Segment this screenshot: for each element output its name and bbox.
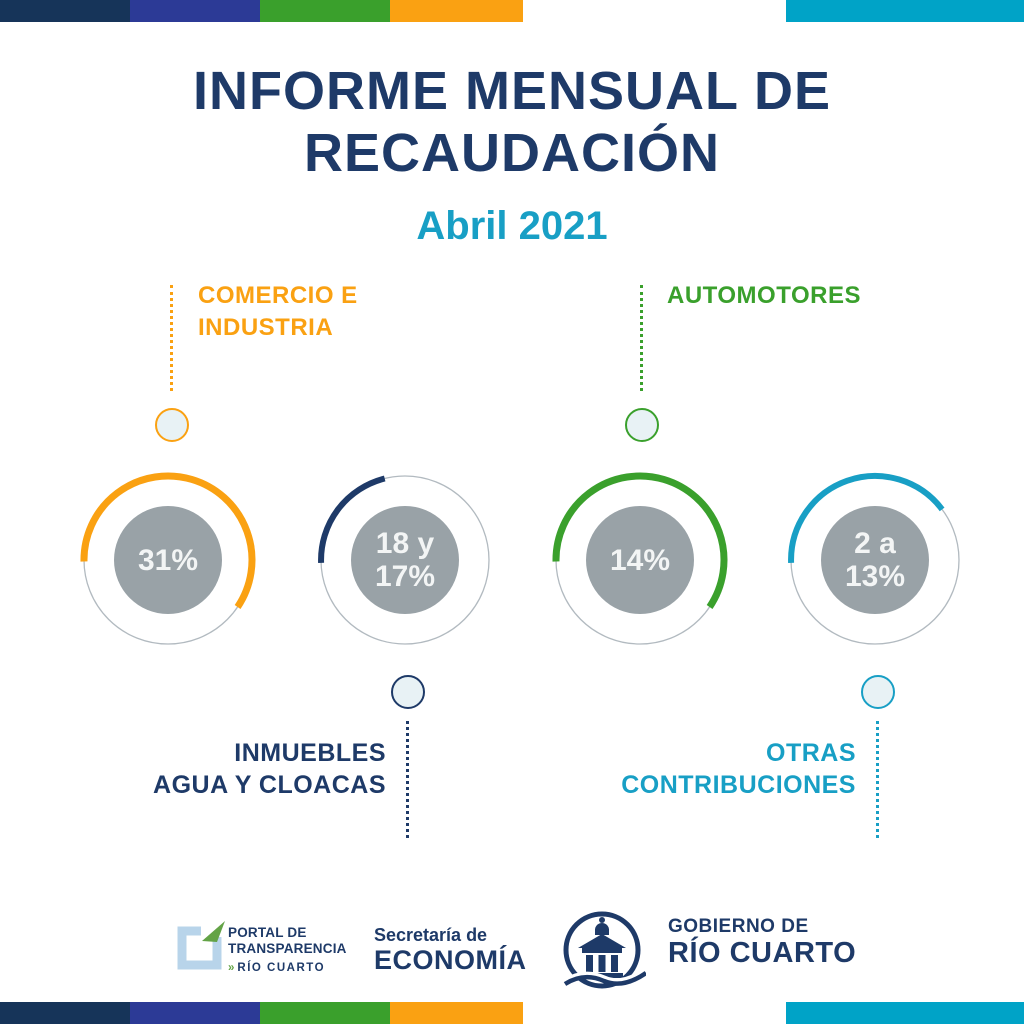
portal-transparencia-text: PORTAL DE TRANSPARENCIA » RÍO CUARTO xyxy=(228,925,347,974)
portal-transparencia-logo xyxy=(177,920,227,975)
top-color-bar xyxy=(0,0,1024,22)
gazebo-icon xyxy=(562,906,646,990)
automotores-label: AUTOMOTORES xyxy=(667,282,861,309)
gobierno-rio-cuarto-logo xyxy=(562,906,646,995)
bar-segment-indigo xyxy=(130,1002,260,1024)
gauge-comercio-value: 31% xyxy=(137,543,199,577)
bar-segment-green xyxy=(260,1002,390,1024)
bar-segment-navy xyxy=(0,0,130,22)
comercio-label: COMERCIO E INDUSTRIA xyxy=(198,282,358,341)
automotores-dotted-line xyxy=(640,285,643,391)
automotores-connector-circle xyxy=(625,408,659,442)
portal-rio-cuarto: » RÍO CUARTO xyxy=(228,962,326,974)
gauge-otras xyxy=(780,465,970,655)
bar-segment-cyan xyxy=(786,1002,1024,1024)
inmuebles-dotted-line xyxy=(406,721,409,838)
otras-label: OTRAS CONTRIBUCIONES xyxy=(621,739,856,799)
secretaria-economia: Secretaría de ECONOMÍA xyxy=(374,925,527,975)
gobierno-rio-cuarto-text: GOBIERNO DE RÍO CUARTO xyxy=(668,916,857,969)
comercio-dotted-line xyxy=(170,285,173,391)
portal-logo-icon xyxy=(177,920,227,970)
page-title-line2: RECAUDACIÓN xyxy=(304,123,720,183)
bar-segment-orange xyxy=(390,1002,523,1024)
gauge-automotores xyxy=(545,465,735,655)
gauge-inmuebles xyxy=(310,465,500,655)
page-title xyxy=(0,60,1024,184)
otras-connector-circle xyxy=(861,675,895,709)
bottom-color-bar xyxy=(0,1002,1024,1024)
bar-segment-navy xyxy=(0,1002,130,1024)
page-title-line1: INFORME MENSUAL DE xyxy=(192,61,832,121)
otras-dotted-line xyxy=(876,721,879,838)
bar-segment-orange xyxy=(390,0,523,22)
gauge-automotores-value: 14% xyxy=(609,543,671,577)
bar-segment-green xyxy=(260,0,390,22)
bar-segment-cyan xyxy=(786,0,1024,22)
page-subtitle: Abril 2021 xyxy=(416,204,608,248)
inmuebles-connector-circle xyxy=(391,675,425,709)
gauge-comercio xyxy=(73,465,263,655)
comercio-connector-circle xyxy=(155,408,189,442)
chevrons-icon: » xyxy=(228,962,235,974)
gauge-inmuebles-value: 18 y 17% xyxy=(374,527,436,593)
bar-segment-indigo xyxy=(130,0,260,22)
inmuebles-label: INMUEBLES AGUA Y CLOACAS xyxy=(153,739,386,799)
gauge-otras-value: 2 a 13% xyxy=(844,527,906,593)
